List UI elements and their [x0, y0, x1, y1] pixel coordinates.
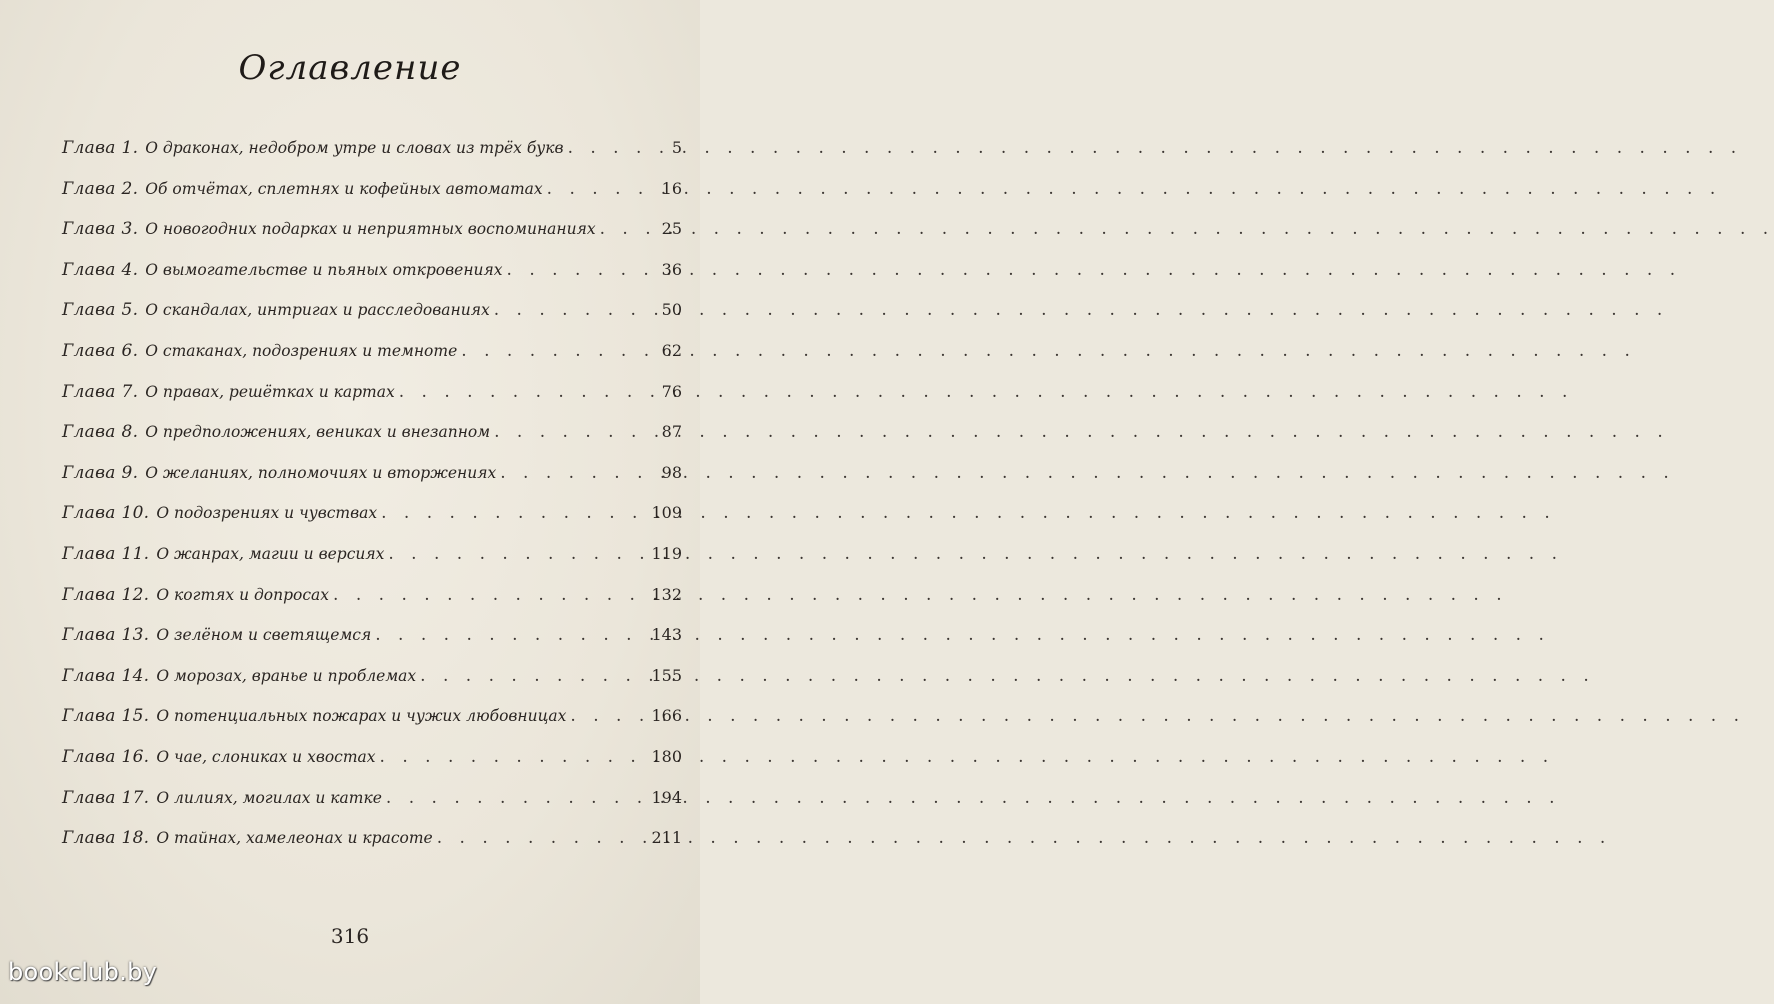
- toc-entry: [62, 331, 682, 372]
- chapter-title: О вымогательстве и пьяных откровениях: [145, 260, 503, 279]
- chapter-page-number: 5: [671, 138, 682, 157]
- chapter-label: Глава 15.: [62, 706, 150, 727]
- chapter-page-number: 155: [651, 665, 682, 685]
- toc-entry: [62, 250, 682, 291]
- page-title: Оглавление: [238, 48, 462, 88]
- chapter-page-number: 50: [661, 300, 682, 320]
- dot-leader: [500, 453, 657, 494]
- chapter-label: Глава 18.: [62, 828, 150, 849]
- chapter-page-number: 143: [651, 625, 682, 645]
- chapter-page-number: 194: [651, 787, 682, 807]
- toc-entry: [62, 737, 682, 778]
- chapter-page-number: 166: [651, 706, 682, 726]
- chapter-page-number: 109: [651, 503, 682, 523]
- dot-leader: [437, 818, 648, 859]
- toc-entry: [62, 575, 682, 616]
- toc-entry: [62, 290, 682, 331]
- chapter-title: О тайнах, хамелеонах и красоте: [156, 829, 433, 848]
- dot-leader: [570, 696, 647, 737]
- chapter-label: Глава 3.: [62, 219, 139, 240]
- dot-leader: [381, 493, 647, 534]
- chapter-title: О скандалах, интригах и расследованиях: [145, 301, 490, 320]
- table-of-contents: [62, 128, 682, 859]
- chapter-title: О стаканах, подозрениях и темноте: [145, 341, 458, 360]
- toc-entry: [62, 656, 682, 697]
- chapter-page-number: 87: [661, 422, 682, 442]
- chapter-title: О морозах, вранье и проблемах: [156, 666, 417, 685]
- chapter-page-number: 132: [651, 584, 682, 604]
- chapter-label: Глава 6.: [62, 340, 139, 361]
- toc-entry: [62, 412, 682, 453]
- chapter-label: Глава 11.: [62, 543, 150, 564]
- chapter-title: О правах, решётках и картах: [145, 382, 395, 401]
- chapter-title: О потенциальных пожарах и чужих любовницах: [156, 707, 567, 726]
- chapter-page-number: 211: [651, 828, 682, 848]
- toc-entry: [62, 169, 682, 210]
- dot-leader: [386, 778, 648, 819]
- chapter-title: О лилиях, могилах и катке: [156, 788, 382, 807]
- chapter-page-number: 76: [661, 381, 682, 401]
- chapter-title: О желаниях, полномочиях и вторжениях: [145, 463, 497, 482]
- chapter-page-number: 62: [661, 340, 682, 360]
- chapter-label: Глава 12.: [62, 584, 150, 605]
- chapter-title: О зелёном и светящемся: [156, 626, 372, 645]
- chapter-label: Глава 7.: [62, 381, 139, 402]
- chapter-label: Глава 16.: [62, 746, 150, 767]
- chapter-label: Глава 13.: [62, 625, 150, 646]
- chapter-label: Глава 2.: [62, 178, 139, 199]
- dot-leader: [494, 412, 658, 453]
- dot-leader: [494, 290, 658, 331]
- dot-leader: [461, 331, 657, 372]
- chapter-page-number: 180: [651, 746, 682, 766]
- dot-leader: [420, 656, 647, 697]
- chapter-label: Глава 4.: [62, 259, 139, 280]
- page-number: 316: [330, 924, 370, 948]
- toc-entry: [62, 615, 682, 656]
- chapter-page-number: 119: [651, 543, 682, 563]
- chapter-page-number: 16: [661, 178, 682, 198]
- toc-entry: [62, 778, 682, 819]
- chapter-title: Об отчётах, сплетнях и кофейных автоматах: [145, 179, 543, 198]
- chapter-title: О предположениях, вениках и внезапном: [145, 423, 491, 442]
- chapter-label: Глава 17.: [62, 787, 150, 808]
- chapter-label: Глава 9.: [62, 462, 139, 483]
- toc-entry: [62, 209, 682, 250]
- dot-leader: [568, 128, 668, 169]
- watermark-logo: bookclub.by: [8, 958, 158, 986]
- dot-leader: [399, 372, 658, 413]
- chapter-title: О подозрениях и чувствах: [156, 504, 378, 523]
- chapter-label: Глава 10.: [62, 503, 150, 524]
- toc-entry: [62, 453, 682, 494]
- chapter-label: Глава 1.: [62, 138, 139, 158]
- dot-leader: [380, 737, 648, 778]
- chapter-page-number: 36: [661, 259, 682, 279]
- toc-entry: [62, 493, 682, 534]
- toc-entry: [62, 818, 682, 859]
- dot-leader: [600, 209, 658, 250]
- chapter-label: Глава 8.: [62, 422, 139, 443]
- chapter-title: О жанрах, магии и версиях: [156, 544, 385, 563]
- chapter-title: О когтях и допросах: [156, 585, 330, 604]
- chapter-label: Глава 14.: [62, 665, 150, 686]
- dot-leader: [375, 615, 647, 656]
- chapter-page-number: 98: [661, 462, 682, 482]
- toc-entry: [62, 372, 682, 413]
- dot-leader: [388, 534, 647, 575]
- toc-entry: [62, 534, 682, 575]
- book-page: [0, 0, 700, 1004]
- chapter-page-number: 25: [661, 219, 682, 239]
- toc-entry: [62, 128, 682, 169]
- chapter-title: О драконах, недобром утре и словах из трёх букв: [145, 139, 564, 157]
- dot-leader: [333, 575, 647, 616]
- chapter-title: О новогодних подарках и неприятных воспоминаниях: [145, 220, 596, 239]
- toc-entry: [62, 696, 682, 737]
- chapter-label: Глава 5.: [62, 300, 139, 321]
- dot-leader: [507, 250, 658, 291]
- dot-leader: [547, 169, 658, 210]
- chapter-title: О чае, слониках и хвостах: [156, 747, 376, 766]
